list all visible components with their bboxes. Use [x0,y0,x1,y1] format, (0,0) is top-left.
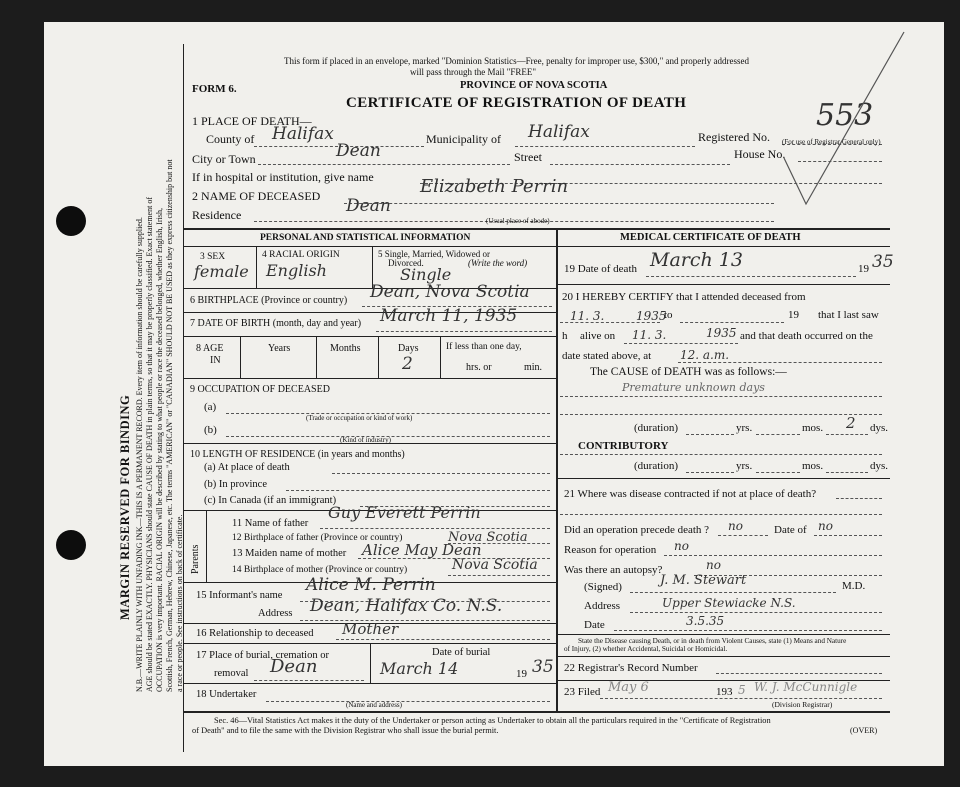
physician-address-label: Address [584,600,621,612]
date-of-birth-value: March 11, 1935 [380,306,518,326]
municipality-value: Halifax [528,122,590,142]
cause-label: The CAUSE of DEATH was as follows:— [590,366,787,378]
filed-date-value: May 6 [608,680,649,695]
dys-label: dys. [870,422,889,434]
informant-label: 15 Informant's name [196,590,283,601]
street-label: Street [514,150,542,164]
contributory-yrs-label: yrs. [736,460,753,472]
mother-name-value: Alice May Dean [362,541,482,559]
year-19-label: 19 [788,309,799,321]
margin-rule [183,44,184,752]
binding-hole-bottom [56,530,86,560]
registered-no-label: Registered No. [698,130,770,144]
city-label: City or Town [192,152,256,166]
burial-place-label: 17 Place of burial, cremation or [196,650,329,661]
days-value: 2 [402,354,413,374]
hospital-label: If in hospital or institution, give name [192,170,374,184]
undertaker-label: 18 Undertaker [196,689,257,700]
reason-value: no [674,539,689,553]
h-label: h [562,330,568,342]
father-name-value: Guy Everett Perrin [328,503,481,522]
md-label: M.D. [842,580,866,592]
envelope-note-2: will pass through the Mail "FREE" [410,67,537,77]
days-label: Days [398,343,419,354]
filed-year-prefix: 193 [716,686,733,698]
registrar-record-label: 22 Registrar's Record Number [564,662,698,674]
min-label: min. [524,362,543,373]
province-heading: PROVINCE OF NOVA SCOTIA [460,80,608,91]
marital-label-2: Divorced. [388,258,424,268]
municipality-label: Municipality of [426,132,501,146]
physician-signature: J. M. Stewart [660,573,747,588]
burial-year-value: 35 [532,657,554,677]
filed-year-value: 5 [738,683,746,697]
disease-note: State the Disease causing Death, or in death from Violent Causes, state (1) Means and Nature [578,637,847,645]
informant-address-label: Address [258,608,293,619]
marital-value: Single [400,265,452,284]
county-value: Halifax [272,124,334,144]
death-year-prefix: 19 [858,263,869,275]
division-registrar-label: (Division Registrar) [772,700,833,709]
last-saw-label: that I last saw [818,309,879,321]
marital-label: 5 Single, Married, Widowed or [378,249,490,259]
informant-value: Alice M. Perrin [306,575,436,595]
residence-value: Dean [346,196,391,216]
attended-from-year: 1935 [636,309,667,323]
signed-label: (Signed) [584,581,622,593]
length-residence-label: 10 LENGTH OF RESIDENCE (in years and months) [190,449,405,460]
footer-note-2: of Death" and to file the same with the Division Registrar who shall issue the burial permit. [192,726,499,735]
relationship-value: Mother [342,620,399,638]
occupation-a-label: (a) [204,401,217,413]
occupation-a-note: (Trade or occupation or kind of work) [306,414,413,422]
contributory-duration-label: (duration) [634,460,678,472]
binding-hole-top [56,206,86,236]
months-label: Months [330,343,361,354]
alive-on-value: 11. 3. [632,328,667,342]
date-of-death-label: 19 Date of death [564,263,637,275]
burial-date-label: Date of burial [432,647,491,658]
binding-margin-title: MARGIN RESERVED FOR BINDING [118,394,132,620]
birthplace-value: Dean, Nova Scotia [370,282,530,302]
filed-label: 23 Filed [564,686,601,698]
registrar-note: (For use of Registrar General only) [782,138,881,146]
operation-label: Did an operation precede death ? [564,524,710,536]
occupation-label: 9 OCCUPATION OF DECEASED [190,384,330,395]
age-label-2: IN [210,355,221,366]
footer-note: Sec. 46—Vital Statistics Act makes it the duty of the Undertaker or person acting as Undertaker to obtain all the particulars required in the "Certificate of Registration [214,716,771,725]
physician-date-label: Date [584,619,605,631]
operation-value: no [728,519,743,533]
footer-over: (OVER) [850,726,878,735]
house-no-label: House No. [734,147,786,161]
disease-note-2: of Injury, (2) whether Accidental, Suicidal or Homicidal. [564,645,728,653]
occupation-b-note: (Kind of industry) [340,436,391,444]
registered-no-value: 553 [816,98,874,133]
age-label: 8 AGE [196,343,224,354]
racial-origin-label: 4 RACIAL ORIGIN [262,250,340,260]
contributory-label: CONTRIBUTORY [578,440,669,452]
page-title: CERTIFICATE OF REGISTRATION OF DEATH [346,95,687,111]
deceased-name-value: Elizabeth Perrin [420,176,569,197]
to-label: to [664,309,673,321]
date-of-birth-label: 7 DATE OF BIRTH (month, day and year) [190,318,362,329]
autopsy-label: Was there an autopsy? [564,564,663,576]
physician-date-value: 3.5.35 [686,614,725,628]
contributory-mos-label: mos. [802,460,824,472]
medical-heading: MEDICAL CERTIFICATE OF DEATH [620,232,801,243]
margin-note-line: N.B.—WRITE PLAINLY WITH UNFADING INK—THIS IS A PERMANENT RECORD. Every item of information should be carefully supplied. [135,217,144,692]
undertaker-note: (Name and address) [346,701,402,709]
residence-a-label: (a) At place of death [204,462,290,473]
attended-from-value: 11. 3. [570,309,605,323]
occupation-b-label: (b) [204,424,217,436]
birthplace-label: 6 BIRTHPLACE (Province or country) [190,295,348,306]
deceased-name-label: 2 NAME OF DECEASED [192,189,321,203]
burial-place-value: Dean [270,656,318,677]
margin-note-line: AGE should be stated EXACTLY. PHYSICIANS should state CAUSE OF DEATH in plain terms, so that it may be properly classified. Exact statement of [145,197,154,692]
contributory-dys-label: dys. [870,460,889,472]
father-birthplace-label: 12 Birthplace of father (Province or country) [232,533,403,543]
certify-label: 20 I HEREBY CERTIFY that I attended deceased from [562,291,806,303]
hrs-label: hrs. or [466,362,492,373]
residence-label: Residence [192,208,242,222]
autopsy-value: no [706,558,721,572]
physician-address-value: Upper Stewiacke N.S. [662,596,796,610]
mother-birthplace-value: Nova Scotia [452,557,538,573]
cause-value: Premature unknown days [622,381,765,394]
years-label: Years [268,343,291,354]
operation-date-label: Date of [774,524,807,536]
margin-note-line: OCCUPATION is very important. RACIAL ORIGIN will be described by stating to what people or race the deceased belonged, whether English, Irish, [155,208,164,692]
sex-label: 3 SEX [200,252,226,262]
registrar-signature: W. J. McCunnigle [754,680,858,694]
informant-address-value: Dean, Halifax Co. N.S. [310,596,503,616]
personal-heading: PERSONAL AND STATISTICAL INFORMATION [260,233,471,243]
contracted-label: 21 Where was disease contracted if not at place of death? [564,488,817,500]
alive-on-year: 1935 [706,326,737,340]
place-of-death-label: 1 PLACE OF DEATH— [192,114,312,128]
county-label: County of [206,132,255,146]
residence-b-label: (b) In province [204,479,267,490]
city-value: Dean [336,141,381,161]
death-occurred-label: and that death occurred on the [740,330,873,342]
margin-note-line: a race or people. See instructions on back of certificate. [175,514,184,692]
sex-value: female [194,262,249,281]
date-of-death-value: March 13 [650,249,743,271]
margin-note-line: Scottish, French, German, Hebrew, Chinese, Japanese, etc. The terms "AMERICAN" or "CANADIAN" SHOULD NOT BE USED as they express citizenship but not [165,159,174,692]
envelope-note: This form if placed in an envelope, marked "Dominion Statistics—Free, penalty for improper use, $300," and properly addressed [284,56,749,66]
burial-year-prefix: 19 [516,668,527,680]
mos-label: mos. [802,422,824,434]
father-birthplace-value: Nova Scotia [448,530,528,545]
reason-label: Reason for operation [564,544,657,556]
alive-on-label: alive on [580,330,616,342]
yrs-label: yrs. [736,422,753,434]
operation-date-value: no [818,519,833,533]
mother-birthplace-label: 14 Birthplace of mother (Province or country) [232,565,408,575]
less-than-day-label: If less than one day, [446,342,522,352]
residence-note: (Usual place of abode) [486,217,550,225]
check-mark-icon [780,28,910,208]
relationship-label: 16 Relationship to deceased [196,628,314,639]
marital-label-3: (Write the word) [468,258,528,268]
duration-label: (duration) [634,422,678,434]
father-name-label: 11 Name of father [232,518,309,529]
time-of-death-value: 12. a.m. [680,348,730,362]
burial-removal-label: removal [214,668,249,679]
form-number: FORM 6. [192,83,237,95]
residence-c-label: (c) In Canada (if an immigrant) [204,495,337,506]
burial-date-value: March 14 [380,659,459,678]
parents-label: Parents [190,544,201,574]
mother-name-label: 13 Maiden name of mother [232,548,347,559]
date-stated-label: date stated above, at [562,350,652,362]
duration-days-value: 2 [846,414,856,432]
racial-origin-value: English [266,261,327,280]
death-year-value: 35 [872,252,894,272]
